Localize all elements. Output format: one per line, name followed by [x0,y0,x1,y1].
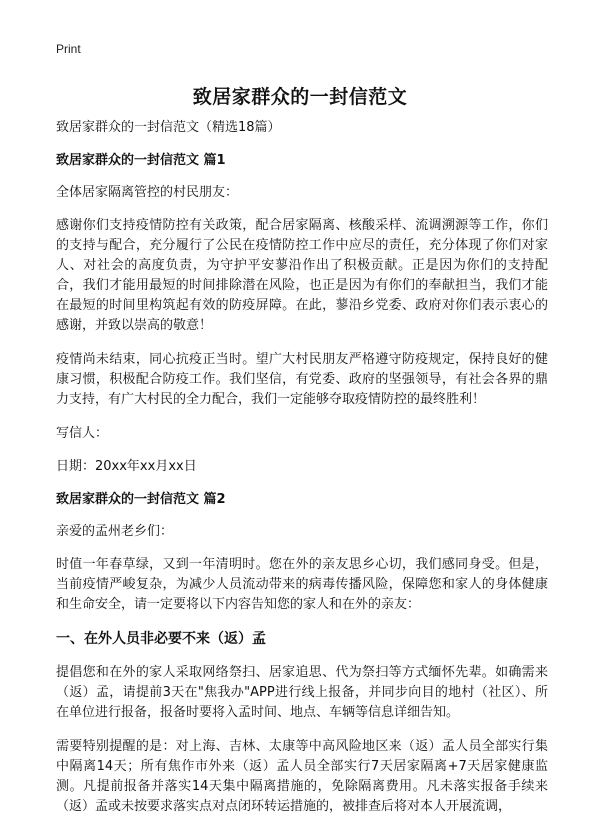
letter1-salutation: 全体居家隔离管控的村民朋友： [56,185,239,200]
document-body [56,118,548,831]
letter1-signature: 写信人： [56,426,109,441]
letter2-section-heading: 一、在外人员非必要不来（返）孟 [56,631,266,647]
letter2-salutation: 亲爱的孟州老乡们： [56,524,174,539]
letter1-paragraph-1: 感谢你们支持疫情防控有关政策，配合居家隔离、核酸采样、流调溯源等工作，你们的支持与配合，充分履行了公民在疫情防控工作中应尽的责任，充分体现了你们对家人、对社会的高度负责，为守护平安蓼沿作出了积极贡献。正是因为你们的支持配合，我们才能用最短的时间排除潜在风险，也正是因为有你们的奉献担当，我们才能在最短的时间里构筑起有效的防疫屏障。在此，蓼沿乡党委、政府对你们表示衷心的感谢，并致以崇高的敬意！ [56,218,548,333]
letter1-paragraph-2: 疫情尚未结束，同心抗疫正当时。望广大村民朋友严格遵守防疫规定，保持良好的健康习惯，积极配合防疫工作。我们坚信，有党委、政府的坚强领导，有社会各界的鼎力支持，有广大村民的全力配合，我们一定能够夺取疫情防控的最终胜利！ [56,352,548,407]
letter2-paragraph-3: 需要特别提醒的是：对上海、吉林、太康等中高风险地区来（返）孟人员全部实行集中隔离14天；所有焦作市外来（返）孟人员全部实行7天居家隔离+7天居家健康监测。凡提前报备并落实14天集中隔离措施的，免除隔离费用。凡未落实报备手续来（返）孟或未按要求落实点对点闭环转运措施的，被排查后将对本人开展流调， [56,739,548,814]
print-link[interactable]: Print [56,42,81,56]
letter1-date: 日期：20xx年xx月xx日 [56,459,197,474]
letter2-paragraph-1: 时值一年春草绿，又到一年清明时。您在外的亲友思乡心切，我们感同身受。但是，当前疫情严峻复杂，为减少人员流动带来的病毒传播风险，保障您和家人的身体健康和生命安全，请一定要将以下内容告知您的家人和在外的亲友： [56,557,548,612]
letter2-paragraph-2: 提倡您和在外的家人采取网络祭扫、居家追思、代为祭扫等方式缅怀先辈。如确需来（返）孟，请提前3天在"焦我办"APP进行线上报备，并同步向目的地村（社区）、所在单位进行报备，报备时要将入孟时间、地点、车辆等信息详细告知。 [56,665,548,720]
document-subtitle: 致居家群众的一封信范文（精选18篇） [56,120,281,135]
letter2-heading: 致居家群众的一封信范文 篇2 [56,492,226,507]
page-title: 致居家群众的一封信范文 [192,86,408,108]
letter1-heading: 致居家群众的一封信范文 篇1 [56,153,226,168]
